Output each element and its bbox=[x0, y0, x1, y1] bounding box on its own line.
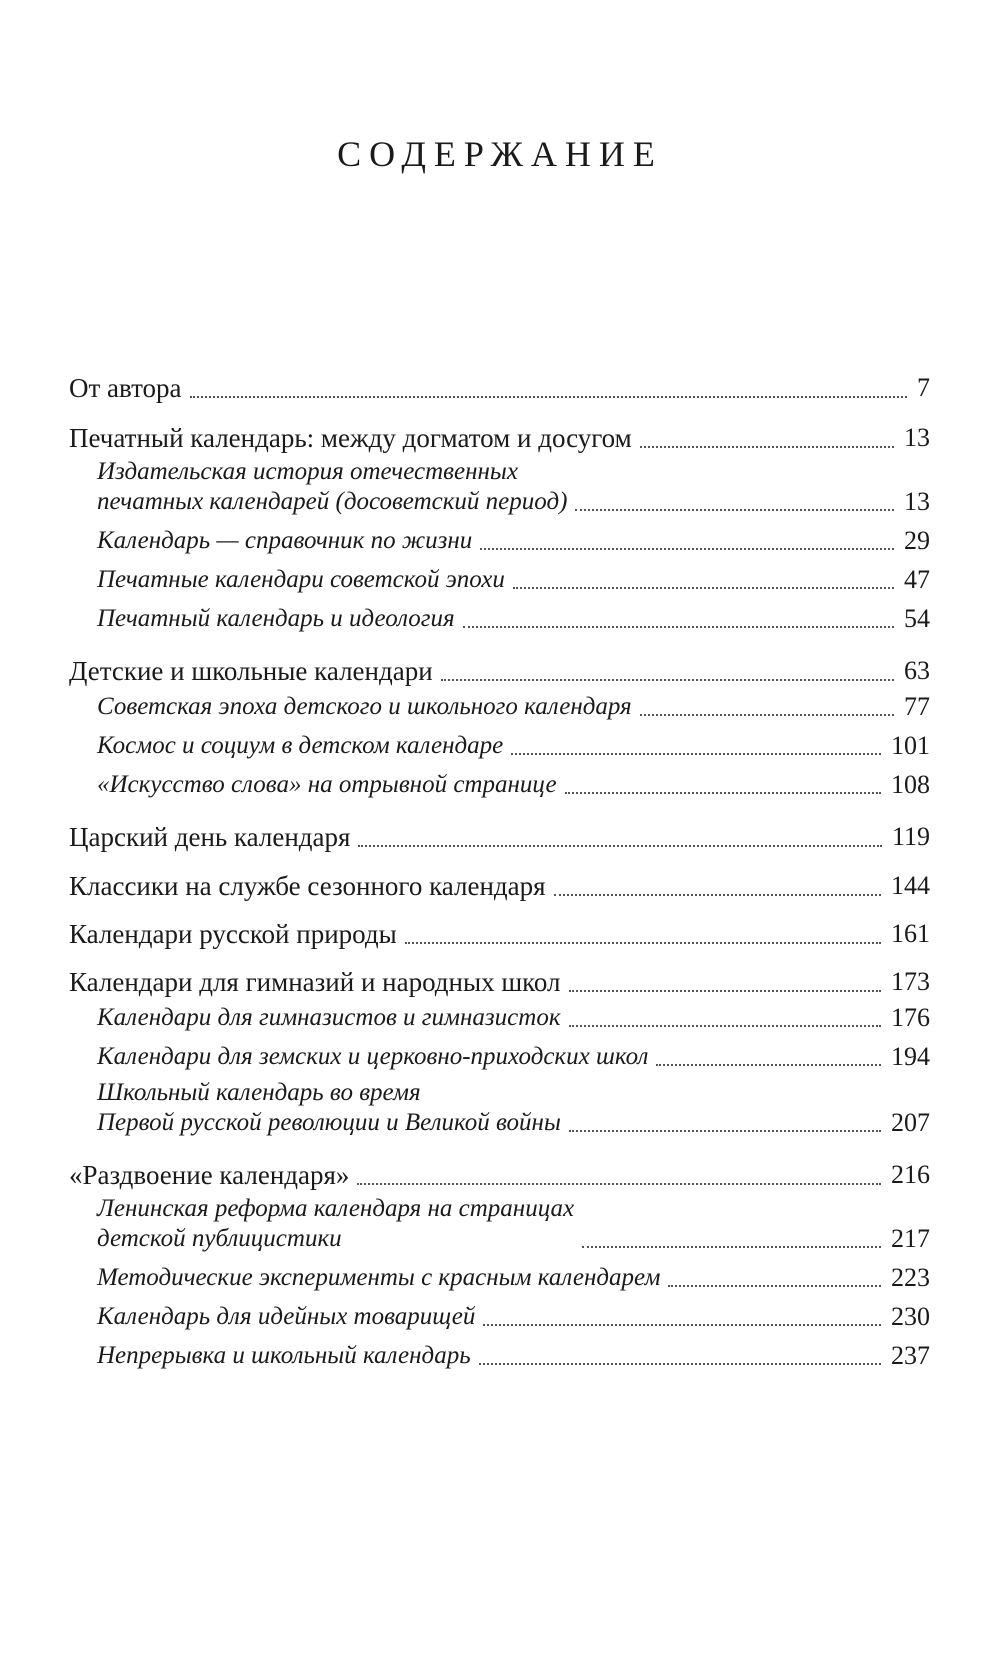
page-title: СОДЕРЖАНИЕ bbox=[337, 134, 663, 174]
dot-leader bbox=[405, 941, 881, 944]
toc-subentry bbox=[97, 1341, 930, 1371]
toc-entry-label: Печатный календарь и идеология bbox=[97, 605, 455, 632]
toc-entry bbox=[69, 821, 930, 853]
toc-entry-page: 237 bbox=[891, 1341, 930, 1370]
toc-subentry bbox=[97, 1194, 930, 1254]
dot-leader bbox=[513, 586, 894, 589]
toc-subentry bbox=[97, 526, 930, 556]
dot-leader bbox=[479, 1362, 881, 1365]
toc-entry bbox=[69, 1159, 930, 1191]
dot-leader bbox=[569, 1024, 881, 1027]
toc-entry-label: Космос и социум в детском календаре bbox=[97, 732, 504, 759]
dot-leader bbox=[480, 547, 894, 550]
toc-subentry bbox=[97, 1263, 930, 1293]
toc-entry-label: Печатный календарь: между догматом и досугом bbox=[69, 423, 632, 453]
dot-leader bbox=[554, 893, 881, 896]
toc-entry-page: 144 bbox=[891, 871, 930, 900]
toc-entry-page: 216 bbox=[891, 1160, 930, 1189]
toc-entry-page: 176 bbox=[891, 1003, 930, 1032]
toc-entry-page: 13 bbox=[904, 423, 930, 452]
toc-entry-label: Календарь — справочник по жизни bbox=[97, 527, 473, 554]
toc-entry-label: Календари русской природы bbox=[69, 919, 397, 949]
dot-leader bbox=[582, 1245, 881, 1248]
toc-entry bbox=[69, 655, 930, 687]
toc-entry-label: Детские и школьные календари bbox=[69, 656, 433, 686]
toc-entry-label: Календари для гимназий и народных школ bbox=[69, 967, 561, 997]
toc-entry-label: Советская эпоха детского и школьного календаря bbox=[97, 693, 632, 720]
dot-leader bbox=[668, 1284, 881, 1287]
toc-entry-page: 223 bbox=[891, 1263, 930, 1292]
toc-subentry bbox=[97, 1003, 930, 1033]
toc-entry-label: «Искусство слова» на отрывной странице bbox=[97, 771, 557, 798]
toc-subentry bbox=[97, 1302, 930, 1332]
toc-entry-page: 77 bbox=[904, 692, 930, 721]
toc-entry-label: «Раздвоение календаря» bbox=[69, 1160, 350, 1190]
toc-entry-page: 63 bbox=[904, 656, 930, 685]
dot-leader bbox=[357, 1182, 881, 1185]
toc-entry-label: Календарь для идейных товарищей bbox=[97, 1303, 476, 1330]
dot-leader bbox=[640, 445, 894, 448]
dot-leader bbox=[656, 1063, 881, 1066]
toc-entry-label: Календари для гимназистов и гимназисток bbox=[97, 1004, 561, 1031]
toc-subentry bbox=[97, 1042, 930, 1072]
toc-entry-label: Непрерывка и школьный календарь bbox=[97, 1342, 471, 1369]
toc-subentry bbox=[97, 565, 930, 595]
toc-entry bbox=[69, 372, 930, 404]
toc-entry-page: 101 bbox=[891, 731, 930, 760]
dot-leader bbox=[569, 1129, 881, 1132]
toc-subentry bbox=[97, 770, 930, 800]
toc-entry-label: От автора bbox=[69, 373, 182, 403]
toc-entry-page: 54 bbox=[904, 604, 930, 633]
dot-leader bbox=[190, 395, 907, 398]
toc-entry-label: Классики на службе сезонного календаря bbox=[69, 871, 546, 901]
toc-entry-label: Методические эксперименты с красным календарем bbox=[97, 1264, 661, 1291]
toc-entry bbox=[69, 422, 930, 454]
toc-entry-label: Царский день календаря bbox=[69, 822, 351, 852]
toc-entry-page: 173 bbox=[891, 967, 930, 996]
toc-entry-label: Ленинская реформа календаря на страницах детской публицистики bbox=[97, 1195, 575, 1252]
toc-entry-page: 7 bbox=[917, 373, 930, 402]
toc-entry-page: 47 bbox=[904, 565, 930, 594]
dot-leader bbox=[575, 508, 894, 511]
dot-leader bbox=[463, 625, 894, 628]
toc-entry-label: Календари для земских и церковно-приходских школ bbox=[97, 1043, 649, 1070]
toc-entry-page: 194 bbox=[891, 1042, 930, 1071]
toc-entry-page: 13 bbox=[904, 487, 930, 516]
toc-subentry bbox=[97, 604, 930, 634]
toc-entry bbox=[69, 966, 930, 998]
dot-leader bbox=[441, 678, 894, 681]
toc-subentry bbox=[97, 457, 930, 517]
dot-leader bbox=[358, 844, 882, 847]
dot-leader bbox=[640, 713, 894, 716]
toc-entry-page: 207 bbox=[891, 1108, 930, 1137]
toc-entry-page: 230 bbox=[891, 1302, 930, 1331]
toc-entry-page: 29 bbox=[904, 526, 930, 555]
toc-entry-page: 161 bbox=[891, 919, 930, 948]
toc-subentry bbox=[97, 692, 930, 722]
toc-entry bbox=[69, 870, 930, 902]
dot-leader bbox=[569, 989, 881, 992]
toc-entry-page: 108 bbox=[891, 770, 930, 799]
dot-leader bbox=[565, 791, 881, 794]
toc-subentry bbox=[97, 1078, 930, 1138]
dot-leader bbox=[483, 1323, 881, 1326]
dot-leader bbox=[511, 752, 881, 755]
toc-entry-label: Школьный календарь во время Первой русской революции и Великой войны bbox=[97, 1079, 561, 1136]
toc-entry-label: Печатные календари советской эпохи bbox=[97, 566, 505, 593]
toc-subentry bbox=[97, 731, 930, 761]
toc-entry-page: 119 bbox=[891, 822, 930, 851]
toc-entry-page: 217 bbox=[891, 1224, 930, 1253]
toc-entry-label: Издательская история отечественных печатных календарей (досоветский период) bbox=[97, 458, 568, 515]
toc-entry bbox=[69, 918, 930, 950]
